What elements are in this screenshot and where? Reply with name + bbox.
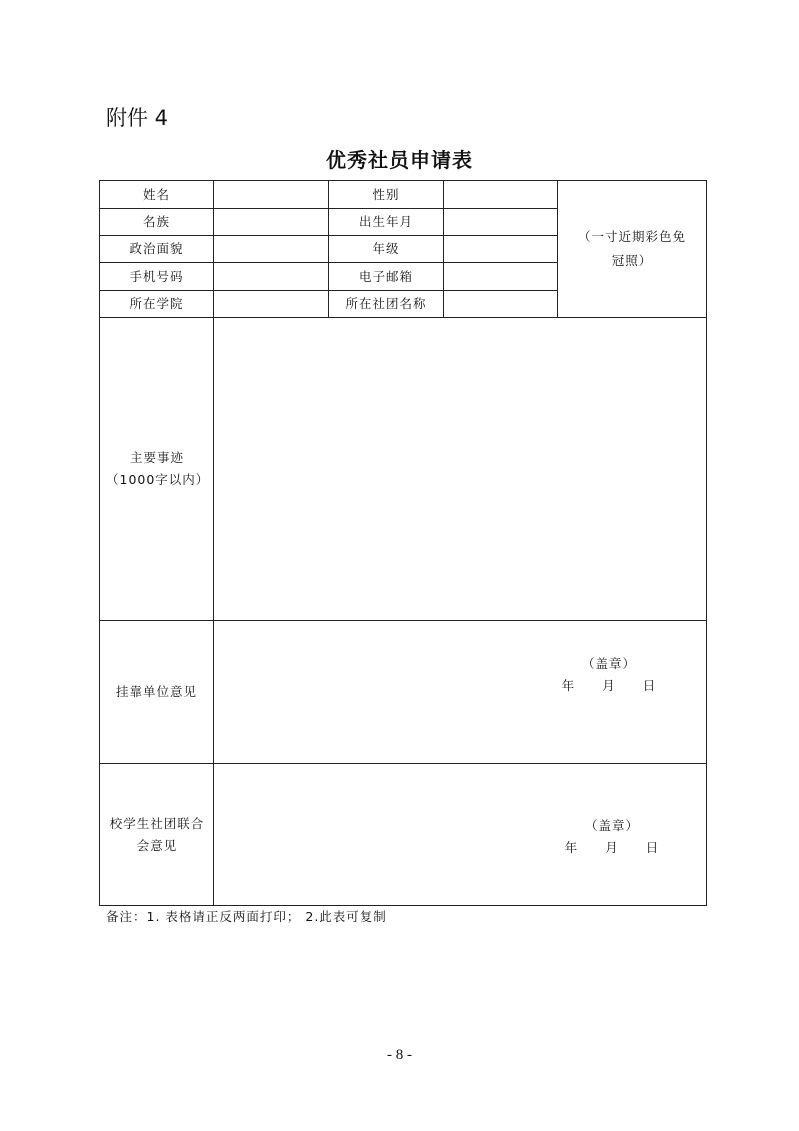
form-title: 优秀社员申请表: [326, 148, 473, 172]
phone-field[interactable]: [214, 263, 328, 290]
political-status-field[interactable]: [214, 236, 328, 262]
federation-date-label: 年 月 日: [564, 840, 660, 855]
unit-date-label: 年 月 日: [561, 678, 657, 693]
label-club-name: 所在社团名称: [345, 296, 427, 311]
page-number: - 8 -: [387, 1047, 412, 1063]
label-email: 电子邮箱: [358, 268, 413, 284]
label-gender: 性别: [372, 186, 400, 202]
college-field[interactable]: [214, 291, 328, 317]
label-federation-opinion: 校学生社团联合会意见: [109, 815, 205, 853]
label-phone: 手机号码: [129, 268, 184, 284]
main-deeds-field[interactable]: [214, 318, 706, 620]
label-political-status: 政治面貌: [129, 241, 184, 256]
name-field[interactable]: [214, 181, 328, 208]
ethnicity-field[interactable]: [214, 209, 328, 235]
photo-label: （一寸近期彩色免冠照）: [577, 229, 686, 268]
photo-placeholder[interactable]: [558, 181, 706, 317]
label-main-deeds: 主要事迹（1000字以内）: [106, 450, 210, 487]
grade-field[interactable]: [444, 236, 557, 262]
application-form: [99, 180, 707, 906]
label-ethnicity: 名族: [142, 214, 170, 229]
footnote: 备注：1. 表格请正反两面打印； 2.此表可复制: [106, 909, 387, 924]
label-birth-date: 出生年月: [358, 214, 413, 229]
label-unit-opinion: 挂靠单位意见: [115, 684, 197, 699]
label-college: 所在学院: [129, 296, 184, 311]
club-name-field[interactable]: [444, 291, 557, 317]
birth-date-field[interactable]: [444, 209, 557, 235]
label-grade: 年级: [372, 241, 400, 256]
federation-stamp-label: （盖章）: [584, 818, 639, 833]
gender-field[interactable]: [444, 181, 557, 208]
attachment-label: 附件 4: [106, 106, 169, 130]
label-name: 姓名: [142, 186, 170, 202]
unit-stamp-label: （盖章）: [581, 656, 636, 671]
email-field[interactable]: [444, 263, 557, 290]
